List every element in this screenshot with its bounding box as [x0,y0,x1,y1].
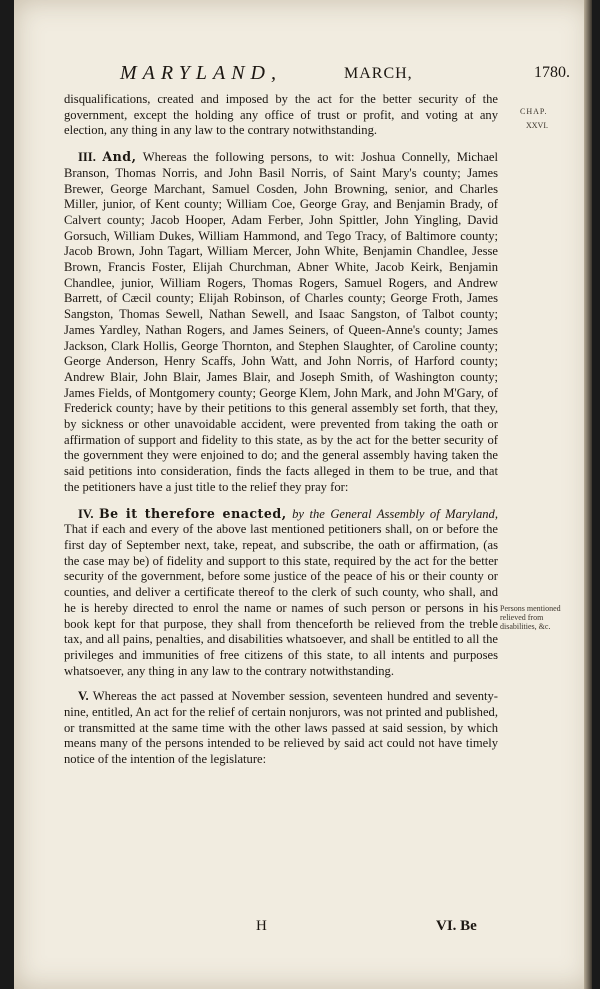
page-footer [14,918,592,940]
signature-mark: H [256,918,267,934]
paragraph-text: That if each and every of the above last mentioned petitioners shall, on or before the first day of September next, take, repeat, and subscribe, the oath or affirmation, (as the case may be) of fidelity and support to this state, required by the act for the better security of the government, before some justice of the peace of his or their county or counties, and deliver a certificate thereof to the clerk of such county, who shall, and he is hereby directed to enrol the name or names of such person or persons in his book kept for that purpose, they shall from thenceforth be relieved from the treble tax, and all pains, penalties, and disabilities whatsoever, and shall be entitled to all the privileges and immunities of free citizens of this state, to all intents and purposes whatsoever, any thing in any law to the contrary notwithstanding. [64,522,498,678]
page-year: 1780. [534,64,570,81]
margin-side-note: Persons mentioned relieved from disabilities, &c. [500,604,561,631]
running-month: MARCH, [344,65,413,82]
blackletter-lead: Be it therefore enacted, [99,505,287,521]
page-edge [584,0,592,989]
blackletter-lead: And, [102,149,137,165]
margin-chapter-label: CHAP. [520,107,548,116]
section-number: IV. [78,506,94,521]
paragraph-section-iii [64,149,498,495]
paragraph-section-iv [64,506,498,680]
margin-chapter-number: XXVI. [526,121,548,130]
running-header [14,62,592,92]
paragraph-continuation: disqualifications, created and imposed by the act for the better security of the government, except the holding any office of trust or profit, and voting at any election, any thing in any law to the contrary notwithstanding. [64,92,498,138]
running-title: MARYLAND, [120,62,282,84]
paragraph-text: Whereas the following persons, to wit: Joshua Connelly, Michael Branson, Thomas Norris, and John Basil Norris, of Saint Mary's county; James Brewer, George Marchant, Samuel Cosden, John Browning, senior, and Charles Miller, junior, of Kent county; William Coe, George Gray, and Benjamin Brady, of Calvert county; Jacob Hooper, Adam Ferber, John Spittler, John Yingling, David Gorsuch, William Dukes, William Hammond, and Tego Tracy, of Baltimore county; Jacob Brown, John Tagart, William Mercer, John White, Benjamin Chandlee, Jesse Brown, Francis Foster, Elijah Churchman, Abner White, Jacob Keirk, Benjamin Chandlee, junior, William Rogers, Thomas Rogers, Samuel Rogers, and Andrew Barrett, of Cæcil county; Elijah Robinson, of Charles county; George Froth, James Sangston, Thomas Sewell, Nathan Sewell, and Isaac Sangston, of Talbot county; James Yardley, Nathan Rogers, and James Seiners, of Queen-Anne's county; James Jackson, Clark Hollis, George Thornton, and Stephen Slaughter, of Caroline county; George Anderson, Henry Scaffs, John Watt, and John Norris, of Harford county; Andrew Blair, John Blair, James Blair, and Joseph Smith, of Washington county; James Fields, of Montgomery county; George Klem, John Mark, and John M'Gary, of Frederick county; have by their petitions to this general assembly set forth, that they, by sickness or other unavoidable accident, were prevented from taking the oath or affirmation of support and fidelity to this state, as by the act for the better security of the government they were enjoined to do; and the general assembly having taken the said petitions into consideration, finds the facts alleged in them to be true, and that the petitioners have a just title to the relief they pray for: [64,150,498,494]
section-number: V. [78,689,89,704]
section-number: III. [78,150,96,165]
paragraph-text: Whereas the act passed at November session, seventeen hundred and seventy-nine, entitled, An act for the relief of certain nonjurors, was not printed and published, or transmitted at the same time with the other laws passed at said session, by which means many of the persons intended to be relieved by said act could not have timely notice of the intention of the legislature: [64,689,498,767]
document-body [64,92,498,768]
document-page [14,0,592,989]
paragraph-section-v [64,689,498,768]
catchword: VI. Be [436,918,477,934]
enacting-clause: by the General Assembly of Maryland, [286,506,498,521]
